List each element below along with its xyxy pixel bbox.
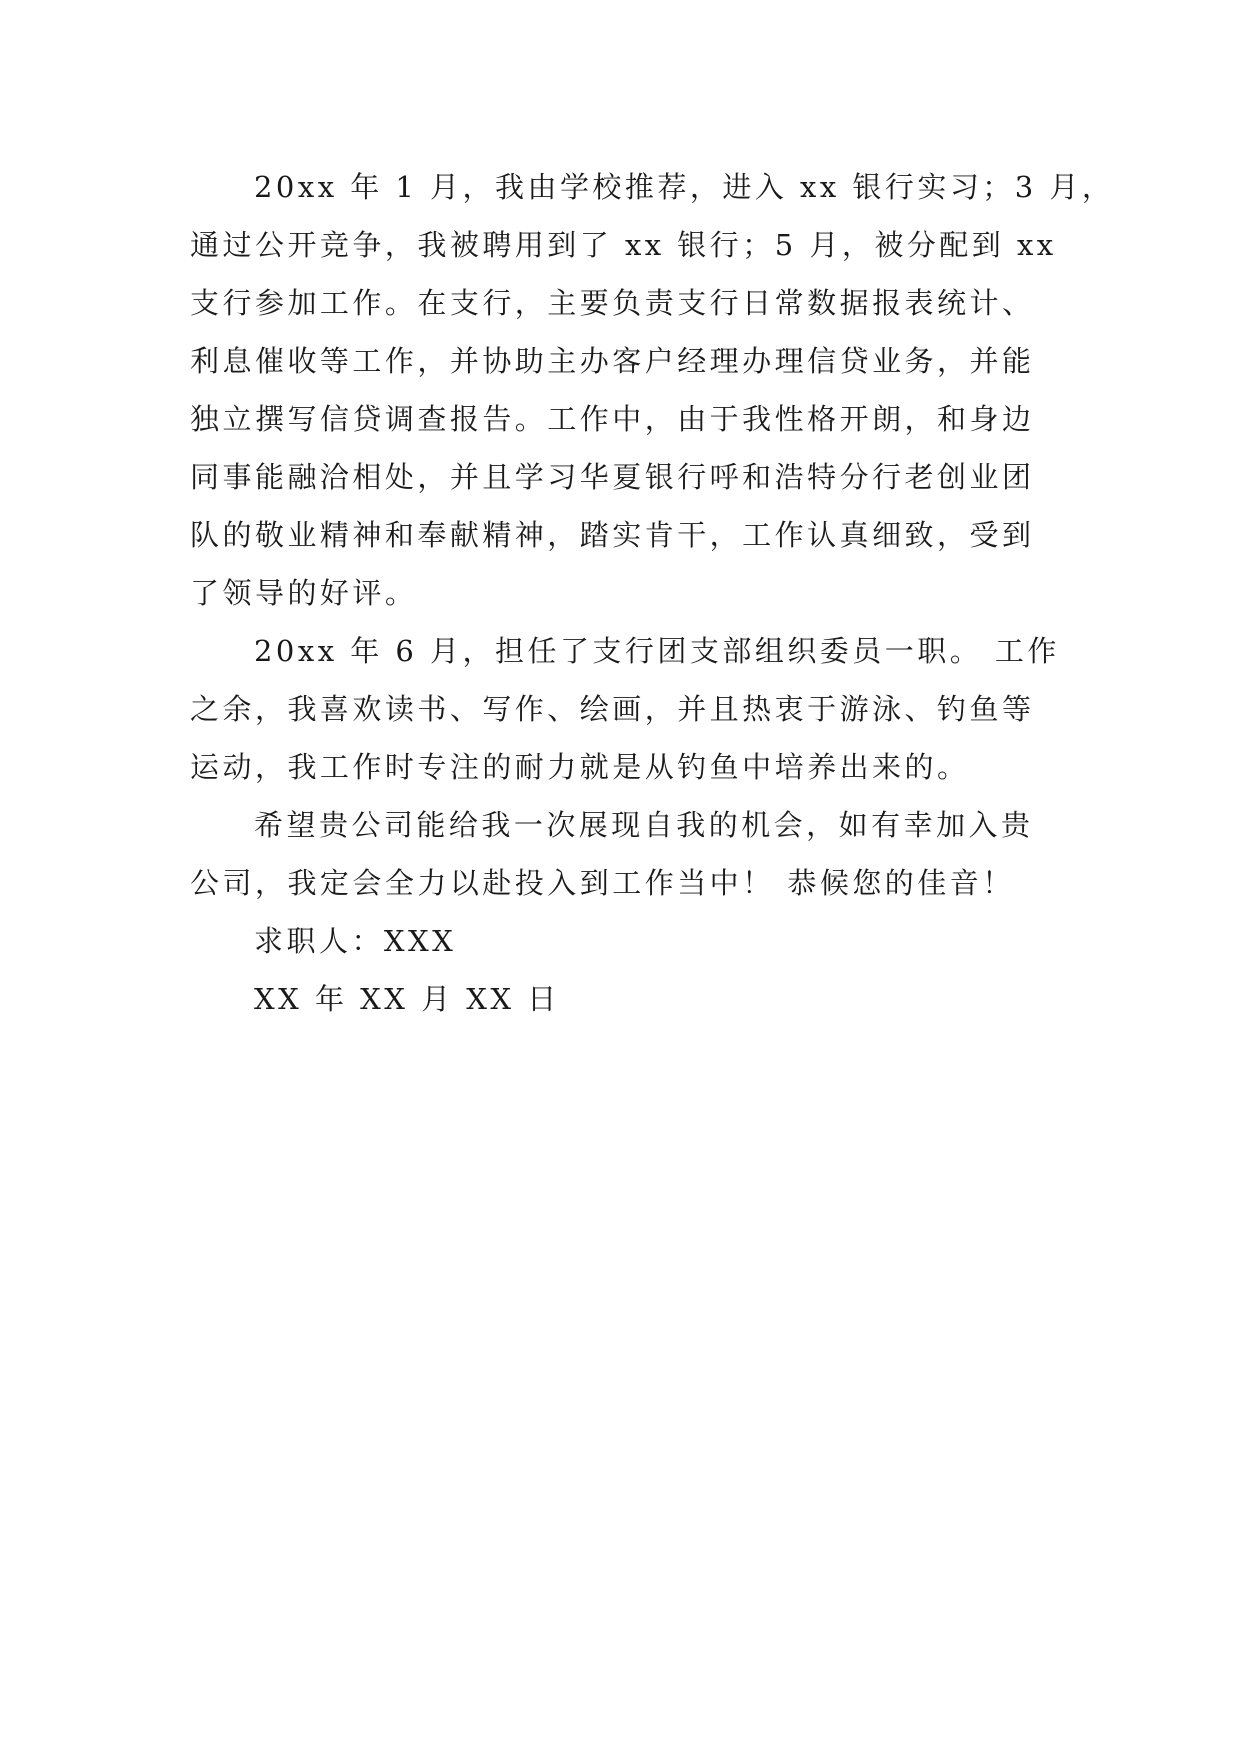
text-line: 同事能融洽相处，并且学习华夏银行呼和浩特分行老创业团	[190, 460, 1035, 494]
text-line: 20xx 年 6 月，担任了支行团支部组织委员一职。 工作	[254, 634, 1060, 668]
text-line: 了领导的好评。	[190, 576, 418, 610]
text-line: 通过公开竞争，我被聘用到了 xx 银行；5 月，被分配到 xx	[190, 228, 1057, 262]
text-line: 之余，我喜欢读书、写作、绘画，并且热衷于游泳、钓鱼等	[190, 692, 1035, 726]
paragraph-hobbies	[190, 622, 1070, 796]
letter-date: XX 年 XX 月 XX 日	[254, 982, 560, 1016]
text-line: 运动，我工作时专注的耐力就是从钓鱼中培养出来的。	[190, 750, 970, 784]
letter-body	[190, 158, 1115, 1028]
paragraph-internship	[190, 158, 1115, 622]
text-line: 支行参加工作。在支行，主要负责支行日常数据报表统计、	[190, 286, 1035, 320]
text-line: 希望贵公司能给我一次展现自我的机会，如有幸加入贵	[254, 808, 1034, 842]
text-line: 20xx 年 1 月，我由学校推荐，进入 xx 银行实习；3 月，	[254, 170, 1115, 204]
text-line: 利息催收等工作，并协助主办客户经理办理信贷业务，并能	[190, 344, 1035, 378]
text-line: 队的敬业精神和奉献精神，踏实肯干，工作认真细致，受到	[190, 518, 1035, 552]
applicant-signature: 求职人：XXX	[254, 924, 457, 958]
paragraph-closing	[190, 796, 1070, 912]
text-line: 独立撰写信贷调查报告。工作中，由于我性格开朗，和身边	[190, 402, 1035, 436]
text-line: 公司，我定会全力以赴投入到工作当中！ 恭候您的佳音！	[190, 866, 1015, 900]
